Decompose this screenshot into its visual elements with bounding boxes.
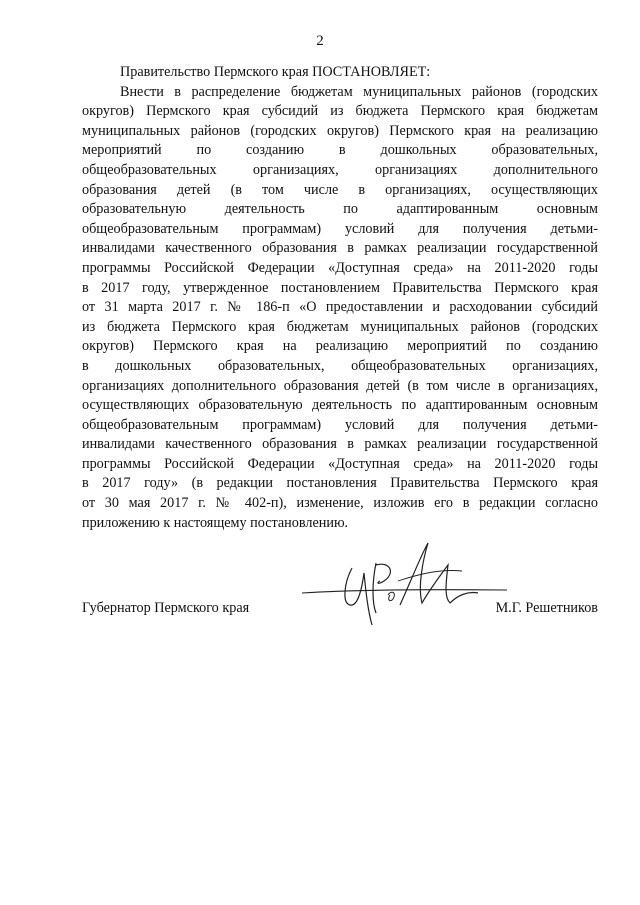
text-line-8: образовательную деятельность по адаптированным основным <box>82 201 598 218</box>
text-line-15: округов) Пермского края на реализацию мероприятий по созданию <box>82 338 598 355</box>
text-line-24: приложению к настоящему постановлению. <box>82 514 349 531</box>
text-line-10: инвалидами качественного образования в рамках реализации государственной <box>82 240 598 257</box>
text-line-5: мероприятий по созданию в дошкольных образовательных, <box>82 142 598 159</box>
signature-block <box>82 563 598 633</box>
text-line-18: осуществляющих образовательную деятельность по адаптированным основным <box>82 397 598 414</box>
handwritten-signature <box>272 533 512 633</box>
text-line-19: общеобразовательным программам) условий для получения детьми- <box>82 416 598 433</box>
text-line-7: образования детей (в том числе в организациях, осуществляющих <box>82 181 598 198</box>
signatory-title: Губернатор Пермского края <box>82 600 250 616</box>
text-line-11: программы Российской Федерации «Доступная среда» на 2011-2020 годы <box>82 259 598 276</box>
signatory-name: М.Г. Решетников <box>495 600 598 616</box>
text-line-17: организациях дополнительного образования детей (в том числе в организациях, <box>82 377 598 394</box>
text-line-6: общеобразовательных организациях, организациях дополнительного <box>82 161 598 178</box>
text-line-13: от 31 марта 2017 г. № 186-п «О предоставлении и расходовании субсидий <box>82 299 598 316</box>
text-line-2: Внести в распределение бюджетам муниципальных районов (городских <box>120 83 598 100</box>
text-line-22: в 2017 году» (в редакции постановления Правительства Пермского края <box>82 475 598 492</box>
text-line-1: Правительство Пермского края ПОСТАНОВЛЯЕТ: <box>120 64 431 80</box>
text-line-16: в дошкольных образовательных, общеобразовательных организациях, <box>82 357 598 374</box>
text-line-20: инвалидами качественного образования в рамках реализации государственной <box>82 436 598 453</box>
text-line-4: муниципальных районов (городских округов) Пермского края на реализацию <box>82 122 598 139</box>
text-line-12: в 2017 году, утвержденное постановлением Правительства Пермского края <box>82 279 598 296</box>
text-line-14: из бюджета Пермского края бюджетам муниципальных районов (городских <box>82 318 598 335</box>
text-line-9: общеобразовательным программам) условий для получения детьми- <box>82 220 598 237</box>
text-line-23: от 30 мая 2017 г. № 402-п), изменение, изложив его в редакции согласно <box>82 495 598 512</box>
resolution-body <box>82 63 598 533</box>
text-line-3: округов) Пермского края субсидий из бюджета Пермского края бюджетам <box>82 103 598 120</box>
page-number: 2 <box>316 33 324 49</box>
text-line-21: программы Российской Федерации «Доступная среда» на 2011-2020 годы <box>82 455 598 472</box>
